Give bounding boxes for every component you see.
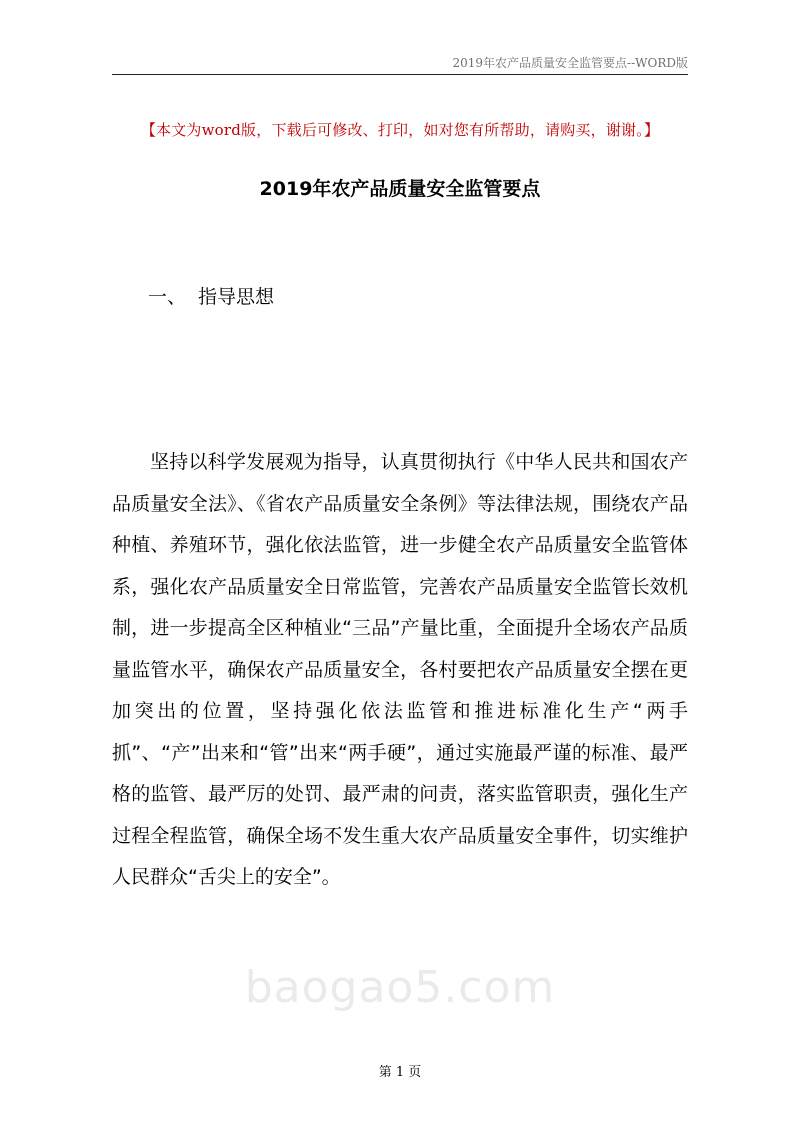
body-paragraph: 坚持以科学发展观为指导，认真贯彻执行《中华人民共和国农产品质量安全法》、《省农产品质量安全条例》等法律法规，围绕农产品种植、养殖环节，强化依法监管，进一步健全农产品质量安全监管体系，强化农产品质量安全日常监管，完善农产品质量安全监管长效机制，进一步提高全区种植业“三品”产量比重，全面提升全场农产品质量监管水平，确保农产品质量安全，各村要把农产品质量安全摆在更加突出的位置，坚持强化依法监管和推进标准化生产“两手抓”、“产”出来和“管”出来“两手硬”，通过实施最严谨的标准、最严格的监管、最严厉的处罚、最严肃的问责，落实监管职责，强化生产过程全程监管，确保全场不发生重大农产品质量安全事件，切实维护人民群众“舌尖上的安全”。 [112, 451, 688, 888]
section-number: 一、 [148, 286, 187, 308]
section-heading [148, 282, 274, 309]
header-divider [112, 74, 688, 75]
section-heading-text: 指导思想 [198, 286, 275, 308]
watermark: baogao5.com [244, 962, 556, 1013]
document-title: 2019年农产品质量安全监管要点 [259, 178, 541, 200]
purchase-notice: 【本文为word版，下载后可修改、打印，如对您有所帮助，请购买，谢谢。】 [140, 121, 660, 139]
running-header-title: 2019年农产品质量安全监管要点--WORD版 [452, 56, 688, 70]
page-number: 第 1 页 [378, 1065, 422, 1080]
